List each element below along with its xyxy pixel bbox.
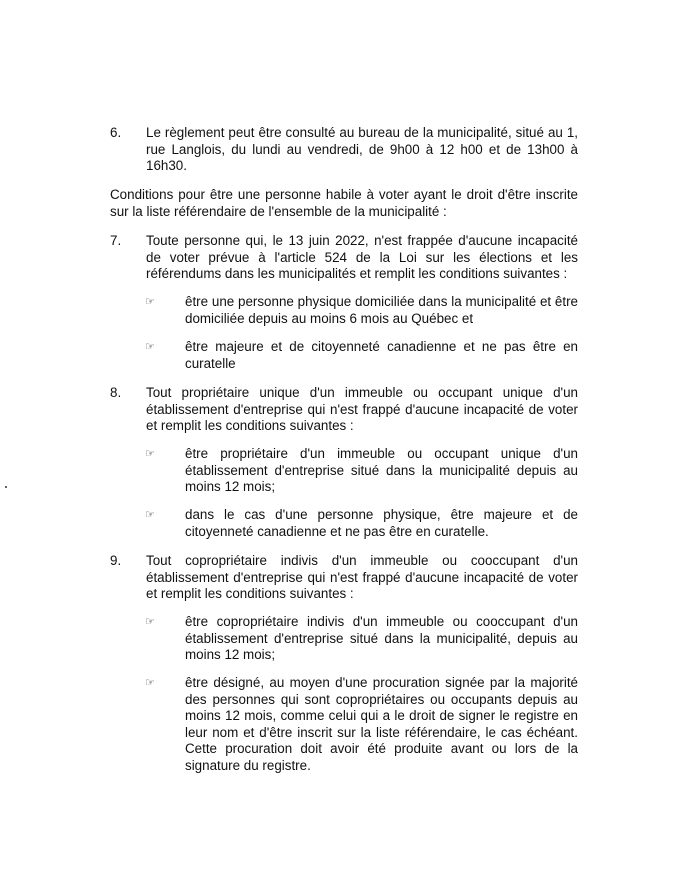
pointing-hand-icon: ☞ xyxy=(145,508,155,521)
paragraph-item-6: Le règlement peut être consulté au bureau de la municipalité, situé au 1, rue Langlois, du lundi au vendredi, de 9h00 à 12 h00 et de 13h00 à 16h30. xyxy=(146,125,578,173)
paragraph-item-7: Toute personne qui, le 13 juin 2022, n'est frappée d'aucune incapacité de voter prévue à l'article 524 de la Loi sur les élections et les référendums dans les municipalités et remplit les conditions suivantes : xyxy=(146,233,578,281)
bullet-domicile: être une personne physique domiciliée dans la municipalité et être domiciliée depuis au moins 6 mois au Québec et xyxy=(185,294,578,326)
conditions-intro-paragraph: Conditions pour être une personne habile à voter ayant le droit d'être inscrite sur la liste référendaire de l'ensemble de la municipalité : xyxy=(110,187,578,219)
paragraph-item-9: Tout copropriétaire indivis d'un immeuble ou cooccupant d'un établissement d'entreprise qui n'est frappé d'aucune incapacité de voter et remplit les conditions suivantes : xyxy=(146,553,578,601)
pointing-hand-icon: ☞ xyxy=(145,340,155,353)
item-number-9: 9. xyxy=(110,553,122,568)
pointing-hand-icon: ☞ xyxy=(145,615,155,628)
item-number-7: 7. xyxy=(110,233,122,248)
pointing-hand-icon: ☞ xyxy=(145,676,155,689)
pointing-hand-icon: ☞ xyxy=(145,447,155,460)
item-number-8: 8. xyxy=(110,385,122,400)
bullet-coproprietaire: être copropriétaire indivis d'un immeuble ou cooccupant d'un établissement d'entreprise situé dans la municipalité, depuis au moins 12 mois; xyxy=(185,614,578,662)
bullet-proprietaire: être propriétaire d'un immeuble ou occupant unique d'un établissement d'entreprise situé dans la municipalité depuis au moins 12 mois; xyxy=(185,446,578,494)
bullet-procuration: être désigné, au moyen d'une procuration signée par la majorité des personnes qui sont copropriétaires ou occupants depuis au moins 12 mois, comme celui qui a le droit de signer le registre en leur nom et d'être inscrit sur la liste référendaire, le cas échéant. Cette procuration doit avoir été produite avant ou lors de la signature du registre. xyxy=(185,675,578,773)
item-number-6: 6. xyxy=(110,125,122,140)
bullet-personne-physique: dans le cas d'une personne physique, être majeure et de citoyenneté canadienne et ne pas être en curatelle. xyxy=(185,507,578,539)
paragraph-item-8: Tout propriétaire unique d'un immeuble ou occupant unique d'un établissement d'entreprise qui n'est frappé d'aucune incapacité de voter et remplit les conditions suivantes : xyxy=(146,385,578,433)
bullet-majeure: être majeure et de citoyenneté canadienne et ne pas être en curatelle xyxy=(185,339,578,371)
scan-speck xyxy=(5,486,7,488)
pointing-hand-icon: ☞ xyxy=(145,295,155,308)
